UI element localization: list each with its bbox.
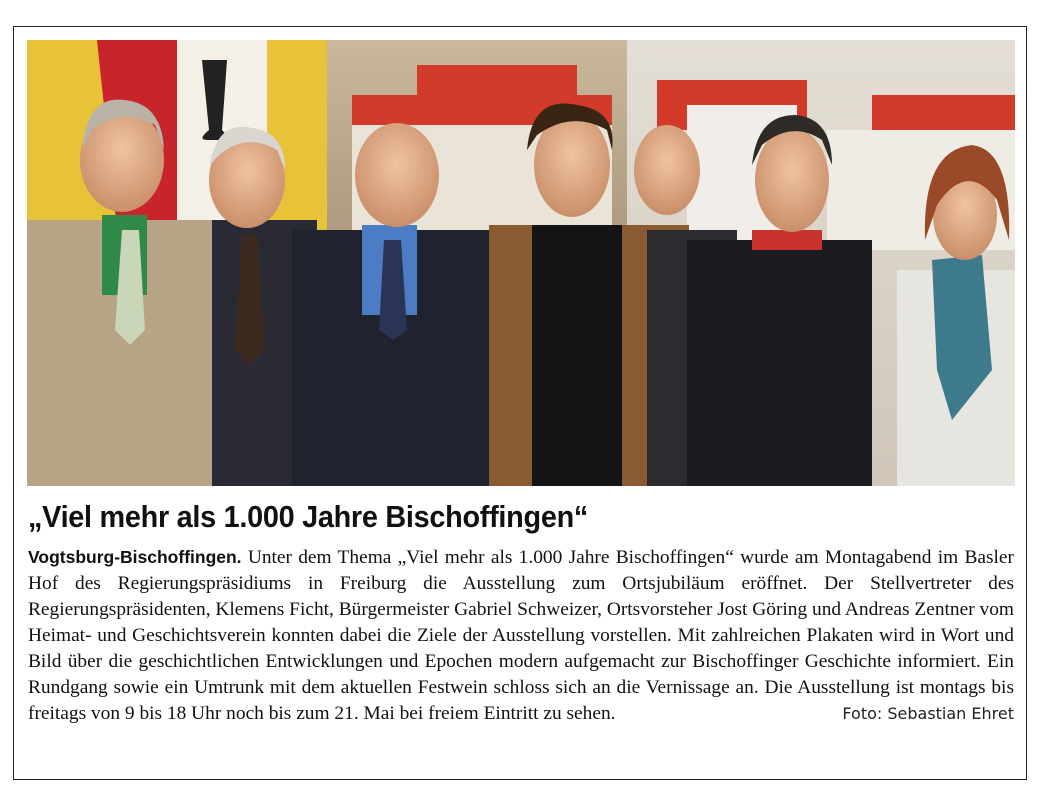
- body-text: Unter dem Thema „Viel mehr als 1.000 Jahre Bischoffingen“ wurde am Montagabend im Basler Hof des Regierungspräsidiums in Freiburg die Ausstellung zum Ortsjubiläum eröffnet. Der Stellvertreter des Regierungspräsidenten, Klemens Ficht, Bürgermeister Gabriel Schweizer, Ortsvorsteher Jost Göring und Andreas Zentner vom Heimat- und Geschichtsverein konnten dabei die Ziele der Ausstellung vorstellen. Mit zahlreichen Plakaten wird in Wort und Bild über die geschichtlichen Entwicklungen und Epochen modern aufgemacht zur Bischoffinger Geschichte informiert. Ein Rundgang sowie ein Umtrunk mit dem aktuellen Festwein schloss sich an die Vernissage an. Die Ausstellung ist montags bis freitags von 9 bis 18 Uhr noch bis zum 21. Mai bei freiem Eintritt zu sehen.: [28, 547, 1014, 724]
- group-photo: [27, 40, 1015, 486]
- dateline: Vogtsburg-Bischoffingen.: [28, 547, 242, 567]
- article-body: [28, 544, 1014, 727]
- group-photo-image: [27, 40, 1015, 486]
- photo-credit: Foto: Sebastian Ehret: [842, 704, 1014, 723]
- headline: „Viel mehr als 1.000 Jahre Bischoffingen“: [28, 499, 589, 534]
